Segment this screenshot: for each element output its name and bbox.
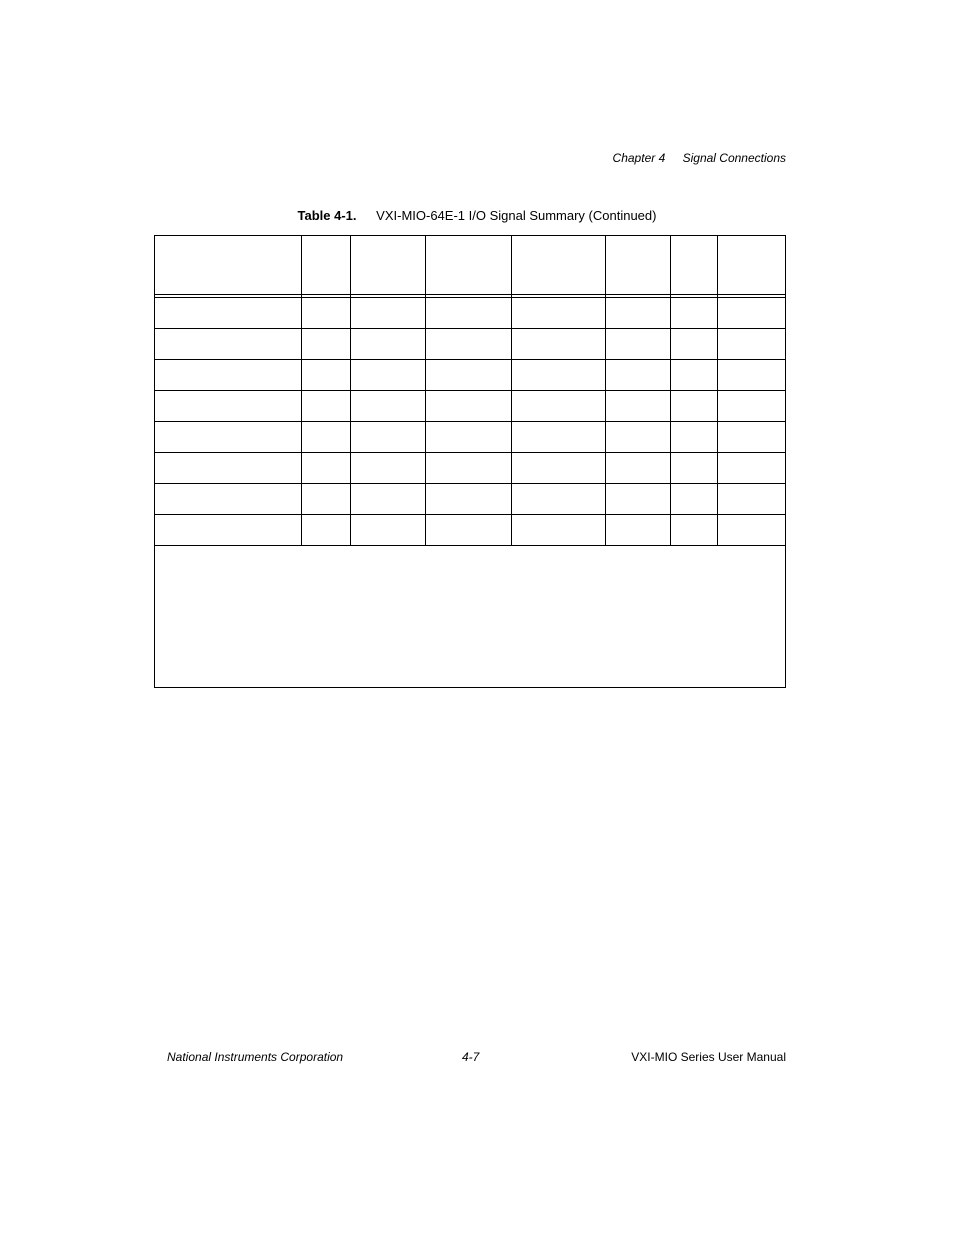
table-cell — [605, 360, 670, 391]
table-row — [155, 360, 785, 391]
table-cell — [717, 484, 785, 515]
table-cell — [605, 515, 670, 546]
table-cell — [301, 484, 350, 515]
table-cell — [511, 422, 605, 453]
footer-company: National Instruments Corporation — [167, 1050, 344, 1064]
table-cell — [155, 298, 301, 329]
table-cell — [425, 484, 511, 515]
table-cell — [511, 515, 605, 546]
header-cell — [605, 236, 670, 295]
table-cell — [425, 391, 511, 422]
table-cell — [717, 453, 785, 484]
table-cell — [350, 453, 425, 484]
table-row — [155, 298, 785, 329]
header-cell — [425, 236, 511, 295]
table-cell — [425, 298, 511, 329]
table-cell — [301, 391, 350, 422]
table-cell — [425, 422, 511, 453]
table-cell — [155, 329, 301, 360]
table-cell — [605, 422, 670, 453]
table-header-row — [155, 236, 785, 295]
table-cell — [717, 298, 785, 329]
table-cell — [717, 422, 785, 453]
table-row — [155, 484, 785, 515]
table-cell — [511, 298, 605, 329]
table-row — [155, 515, 785, 546]
table-cell — [301, 298, 350, 329]
table-cell — [350, 360, 425, 391]
table-caption-number: Table 4-1. — [297, 208, 357, 223]
table-cell — [301, 453, 350, 484]
header-cell — [350, 236, 425, 295]
table-cell — [301, 515, 350, 546]
table-cell — [155, 484, 301, 515]
table-cell — [301, 422, 350, 453]
table-cell — [670, 484, 717, 515]
table-cell — [155, 453, 301, 484]
table-cell — [605, 453, 670, 484]
table-cell — [511, 453, 605, 484]
running-header — [613, 151, 786, 165]
signal-summary-grid — [155, 236, 785, 546]
table-cell — [511, 484, 605, 515]
footer-manual-title: VXI-MIO Series User Manual — [631, 1050, 786, 1064]
table-cell — [425, 453, 511, 484]
table-cell — [670, 422, 717, 453]
table-cell — [717, 391, 785, 422]
signal-summary-table — [154, 235, 786, 688]
table-cell — [605, 484, 670, 515]
table-cell — [425, 329, 511, 360]
table-cell — [511, 391, 605, 422]
table-row — [155, 329, 785, 360]
header-cell — [301, 236, 350, 295]
header-cell — [670, 236, 717, 295]
table-cell — [605, 329, 670, 360]
table-row — [155, 453, 785, 484]
table-cell — [350, 484, 425, 515]
table-cell — [350, 329, 425, 360]
header-cell — [717, 236, 785, 295]
header-section: Signal Connections — [682, 151, 786, 165]
table-cell — [670, 298, 717, 329]
table-caption — [0, 208, 954, 223]
table-row — [155, 422, 785, 453]
table-cell — [155, 515, 301, 546]
table-cell — [511, 329, 605, 360]
table-cell — [350, 515, 425, 546]
header-cell — [511, 236, 605, 295]
footer-page-number: 4-7 — [462, 1050, 480, 1064]
table-cell — [670, 515, 717, 546]
table-cell — [717, 360, 785, 391]
table-cell — [155, 391, 301, 422]
table-cell — [670, 391, 717, 422]
table-cell — [605, 391, 670, 422]
table-cell — [425, 515, 511, 546]
table-cell — [670, 329, 717, 360]
table-cell — [350, 298, 425, 329]
table-cell — [670, 453, 717, 484]
table-cell — [301, 329, 350, 360]
table-cell — [350, 422, 425, 453]
table-cell — [425, 360, 511, 391]
header-chapter: Chapter 4 — [612, 151, 666, 165]
table-row — [155, 391, 785, 422]
header-cell — [155, 236, 301, 295]
table-cell — [717, 329, 785, 360]
table-cell — [350, 391, 425, 422]
table-cell — [155, 360, 301, 391]
table-cell — [605, 298, 670, 329]
table-cell — [301, 360, 350, 391]
table-caption-title: VXI-MIO-64E-1 I/O Signal Summary (Continued) — [376, 208, 657, 223]
table-cell — [511, 360, 605, 391]
table-cell — [155, 422, 301, 453]
table-cell — [670, 360, 717, 391]
table-cell — [717, 515, 785, 546]
